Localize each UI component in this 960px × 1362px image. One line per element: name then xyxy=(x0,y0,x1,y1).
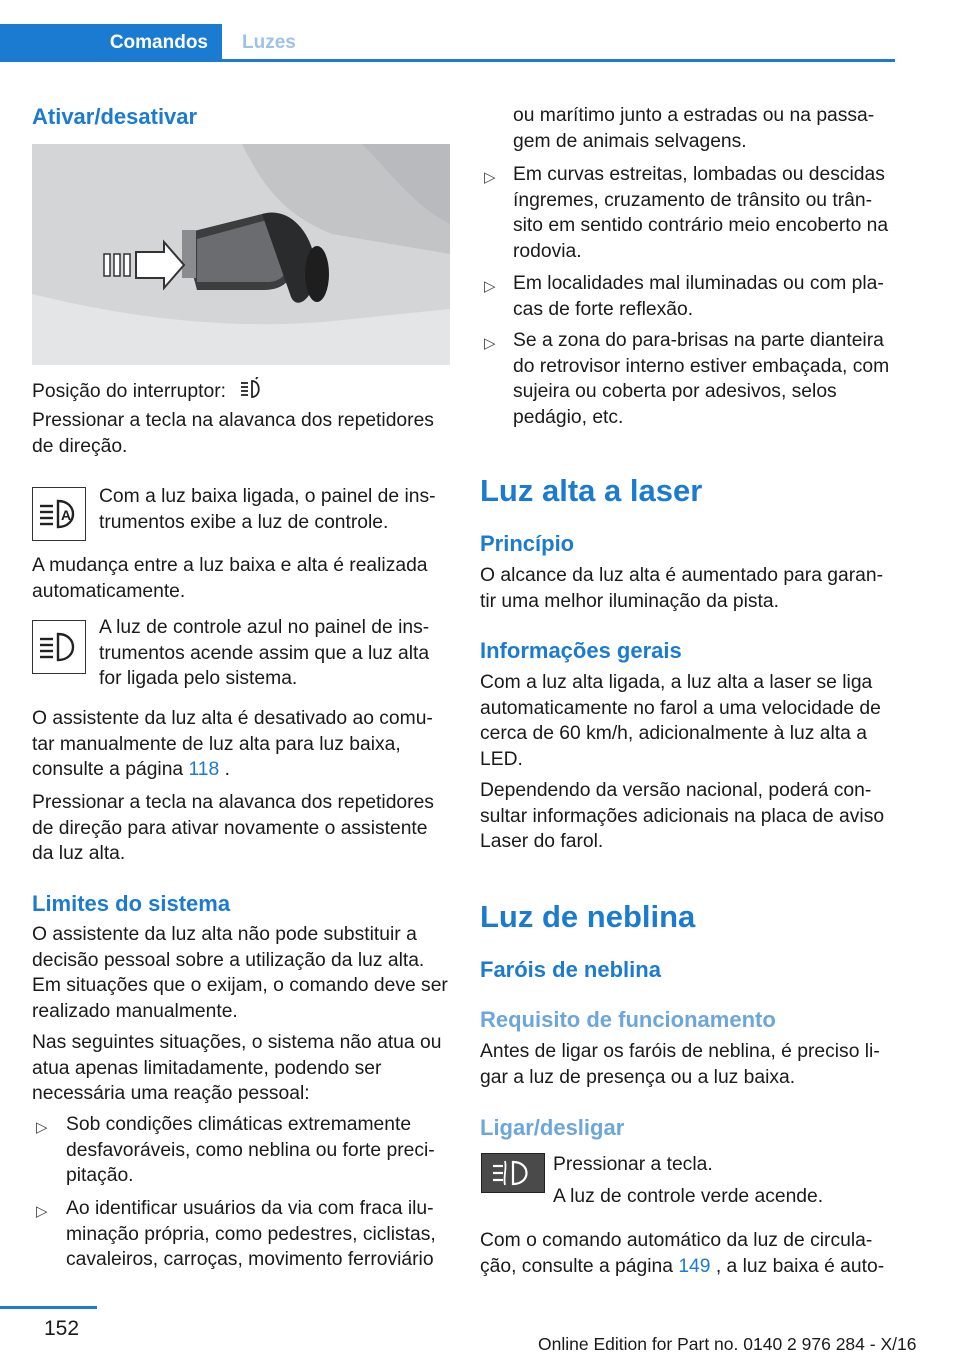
heading-principle: Princípio xyxy=(480,531,575,556)
heading-onoff: Ligar/desligar xyxy=(480,1115,625,1140)
p-principle: O alcance da luz alta é aumentado para garan-tir uma melhor iluminação da pista. xyxy=(480,565,884,612)
heading-general: Informações gerais xyxy=(480,638,682,663)
fog-light-icon xyxy=(481,1153,545,1193)
heading-limits: Limites do sistema xyxy=(32,891,231,916)
p-reactivate: Pressionar a tecla na alavanca dos repetidores de direção para ativar novamente o assistente da luz alta. xyxy=(32,792,434,864)
heading-fog: Luz de neblina xyxy=(480,899,696,934)
p-auto-end: , a luz baixa é auto- xyxy=(710,1255,885,1277)
bullet-triangle-icon: ▷ xyxy=(36,1119,48,1136)
header xyxy=(0,0,895,62)
right-bullet-2: Em localidades mal iluminadas ou com pla-cas de forte reflexão. xyxy=(513,273,884,320)
footer-rule xyxy=(0,1306,97,1309)
left-bullet-1: Sob condições climáticas extremamente desfavoráveis, como neblina ou forte preci-pitação. xyxy=(66,1114,435,1186)
p-deactivate xyxy=(32,706,450,783)
p-change: A mudança entre a luz baixa e alta é realizada automaticamente. xyxy=(32,555,428,602)
bullet-triangle-icon: ▷ xyxy=(484,278,496,295)
right-bullet-1: Em curvas estreitas, lombadas ou descidas íngremes, cruzamento de trânsito ou trân-sito em sentido contrário meio encoberto na rodovia. xyxy=(513,164,889,262)
p-auto xyxy=(480,1228,895,1279)
switch-position-label: Posição do interruptor: xyxy=(32,380,226,402)
p-general2: Dependendo da versão nacional, poderá con-sultar informações adicionais na placa de aviso Laser do farol. xyxy=(480,780,885,852)
p-limits1: O assistente da luz alta não pode substituir a decisão pessoal sobre a utilização da luz alta. Em situações que o exijam, o comando deve ser realizado manualmente. xyxy=(32,924,448,1022)
heading-fog-lamps: Faróis de neblina xyxy=(480,957,661,982)
bullet-triangle-icon: ▷ xyxy=(36,1203,48,1220)
p-icon1: Com a luz baixa ligada, o painel de ins-trumentos exibe a luz de controle. xyxy=(99,486,436,533)
edition-text: Online Edition for Part no. 0140 2 976 284 - X/16 xyxy=(538,1334,917,1354)
tab-luzes[interactable]: Luzes xyxy=(242,32,296,53)
onoff-line2: A luz de controle verde acende. xyxy=(553,1186,824,1207)
p-auto-text: Com o comando automático da luz de circula-ção, consulte a página xyxy=(480,1230,873,1277)
header-rule xyxy=(0,59,895,62)
high-beam-assist-indicator-icon xyxy=(32,487,86,541)
tab-comandos[interactable]: Comandos xyxy=(0,24,222,62)
right-bullet-3: Se a zona do para-brisas na parte dianteira do retrovisor interno estiver embaçada, com sujeira ou coberta por adesivos, selos pedágio, etc. xyxy=(513,330,890,428)
svg-text:A: A xyxy=(61,507,72,523)
heading-activate: Ativar/desativar xyxy=(32,104,198,129)
bullet-triangle-icon: ▷ xyxy=(484,335,496,352)
heading-laser: Luz alta a laser xyxy=(480,473,703,508)
high-beam-icon xyxy=(32,620,86,674)
p-press: Pressionar a tecla na alavanca dos repetidores de direção. xyxy=(32,410,434,457)
high-beam-assist-icon xyxy=(239,377,265,407)
p-general1: Com a luz alta ligada, a luz alta a laser se liga automaticamente no farol a uma velocidade de cerca de 60 km/h, adicionalmente à luz alta a LED. xyxy=(480,672,881,770)
p-icon2: A luz de controle azul no painel de ins-trumentos acende assim que a luz alta for ligada pelo sistema. xyxy=(99,617,430,689)
bullet-triangle-icon: ▷ xyxy=(484,169,496,186)
page-link-118[interactable]: 118 xyxy=(188,759,220,780)
left-bullet-2: Ao identificar usuários da via com fraca ilu-minação própria, como pedestres, ciclistas, cavaleiros, carroças, movimento ferroviário xyxy=(66,1198,436,1270)
p-requirement: Antes de ligar os faróis de neblina, é preciso li-gar a luz de presença ou a luz baixa. xyxy=(480,1041,880,1088)
stalk-illustration xyxy=(32,144,450,365)
switch-position-line xyxy=(32,377,450,407)
page-link-149[interactable]: 149 xyxy=(678,1255,711,1277)
stalk-photo xyxy=(32,144,450,365)
heading-requirement: Requisito de funcionamento xyxy=(480,1007,776,1032)
page-number: 152 xyxy=(44,1317,80,1340)
p-deactivate-text: O assistente da luz alta é desativado ao comu-tar manualmente de luz alta para luz baixa, consulte a página xyxy=(32,708,433,780)
p-deactivate-end: . xyxy=(219,759,230,780)
onoff-line1: Pressionar a tecla. xyxy=(553,1154,713,1175)
p-limits2: Nas seguintes situações, o sistema não atua ou atua apenas limitadamente, podendo ser necessária uma reação pessoal: xyxy=(32,1032,442,1104)
p-continuation: ou marítimo junto a estradas ou na passa-gem de animais selvagens. xyxy=(513,105,875,152)
